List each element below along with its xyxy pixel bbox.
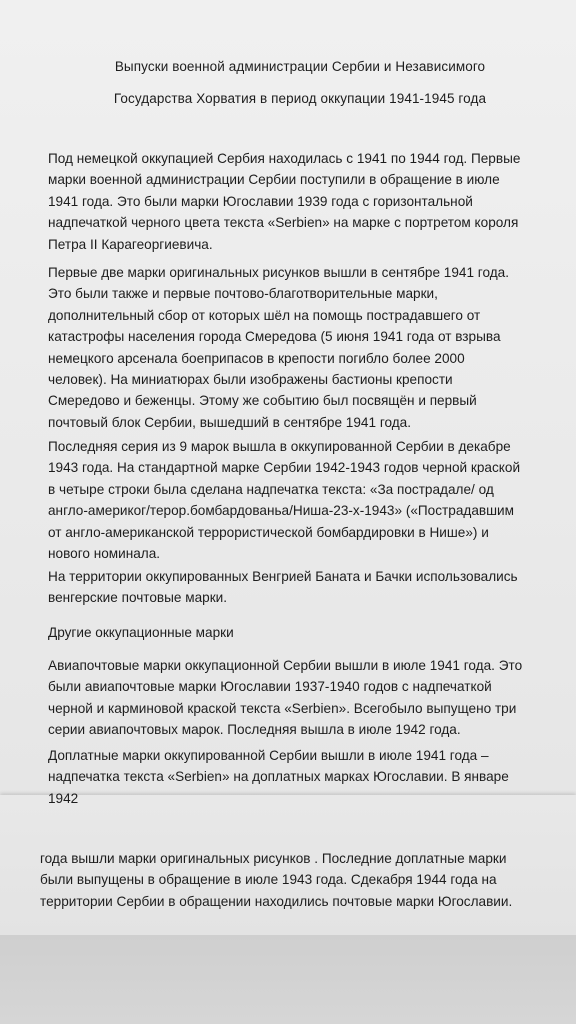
paragraph-hungarian-stamps: На территории оккупированных Венгрией Баната и Бачки использовались венгерские почтовые марки.: [48, 569, 518, 606]
paragraph-airmail-stamps: Авиапочтовые марки оккупационной Сербии вышли в июле 1941 года. Это были авиапочтовые марки Югославии 1937-1940 годов с надпечаткой черной и карминовой краской текста «Serbien». Всегобыло выпущено три серии авиапочтовых марок. Последняя вышла в июле 1942 года.: [48, 658, 523, 738]
background-surface: [0, 935, 576, 1024]
document-title-line-1: Выпуски военной администрации Сербии и Независимого: [114, 59, 486, 74]
paragraph-first-original-stamps: Первые две марки оригинальных рисунков вышли в сентябре 1941 года. Это были также и первые почтово-благотворительные марки, дополнительный сбор от которых шёл на помощь пострадавшего от катастрофы населения города Смередова (5 июня 1941 года от взрыва немецкого арсенала боеприпасов в крепости погибло более 2000 человек). На миниатюрах были изображены бастионы крепости Смередово и беженцы. Этому же событию был посвящён и первый почтовый блок Сербии, вышедший в сентябре 1941 года.: [48, 265, 509, 430]
paragraph-occupation-intro: Под немецкой оккупацией Сербия находилась с 1941 по 1944 год. Первые марки военной администрации Сербии поступили в обращение в июле 1941 года. Это были марки Югославии 1939 года с горизонтальной надпечаткой черного цвета текста «Serbien» на марке с портретом короля Петра II Карагеоргиевича.: [48, 151, 521, 252]
paragraph-postage-due-stamps: Доплатные марки оккупированной Сербии вышли в июле 1941 года – надпечатка текста «Serbien» на доплатных марках Югославии. В январе 1942: [48, 748, 509, 806]
paragraph-postage-due-continued: года вышли марки оригинальных рисунков . Последние доплатные марки были выпущены в обращение в июле 1943 года. Сдекабря 1944 года на территории Сербии в обращении находились почтовые марки Югославии.: [40, 851, 513, 909]
section-heading-other-stamps: Другие оккупационные марки: [48, 625, 234, 640]
paragraph-last-series: Последняя серия из 9 марок вышла в оккупированной Сербии в декабре 1943 года. На стандартной марке Сербии 1942-1943 годов черной краской в четыре строки была сделана надпечатка текста: «За пострадале/ од англо-америког/терор.бомбардованьа/Ниша-23-х-1943» («Пострадавшим от англо-американской террористической бомбардировки в Нише») и нового номинала.: [48, 439, 521, 562]
document-title-line-2: Государства Хорватия в период оккупации 1941-1945 года: [113, 91, 487, 106]
